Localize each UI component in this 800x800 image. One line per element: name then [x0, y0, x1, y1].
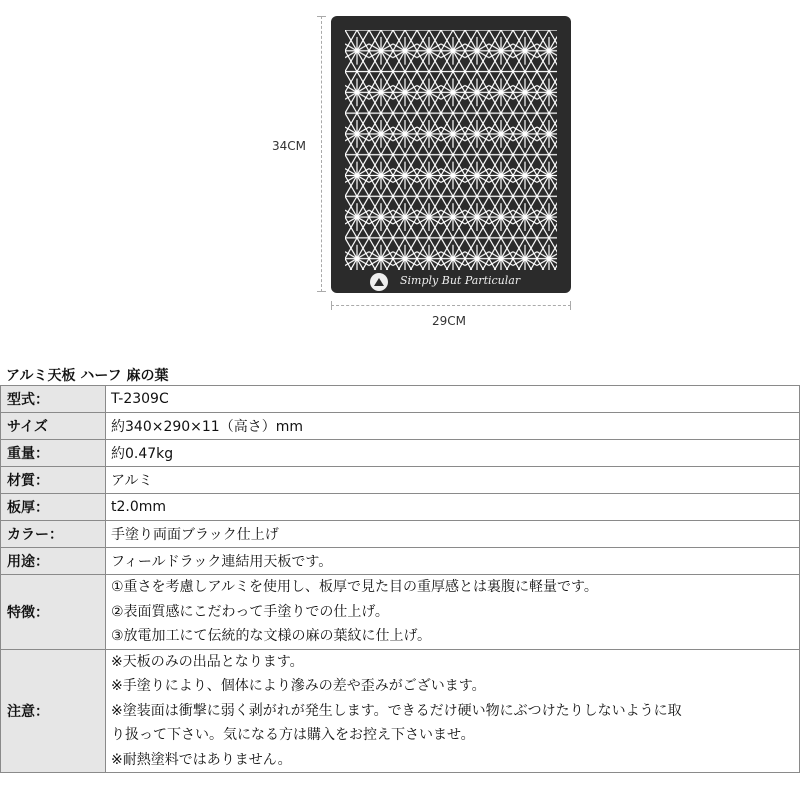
spec-value [106, 649, 800, 773]
spec-value-line: 手塗り両面ブラック仕上げ [111, 527, 279, 543]
spec-value-line: り扱って下さい。気になる方は購入をお控え下さいませ。 [111, 727, 475, 743]
product-image [0, 0, 800, 350]
spec-value [106, 548, 800, 575]
width-label: 29CM [432, 314, 467, 328]
spec-row [1, 467, 800, 494]
spec-title: アルミ天板 ハーフ 麻の葉 [6, 368, 169, 384]
spec-row [1, 413, 800, 440]
spec-value [106, 413, 800, 440]
spec-value-line: ②表面質感にこだわって手塗りでの仕上げ。 [111, 603, 389, 620]
spec-label: カラー： [1, 521, 106, 548]
spec-value-line: フィールドラック連結用天板です。 [111, 554, 333, 570]
spec-value-line: ※天板のみの出品となります。 [111, 653, 304, 670]
spec-table [0, 385, 800, 773]
spec-value [106, 467, 800, 494]
spec-value-line: ※塗装面は衝撃に弱く剥がれが発生します。できるだけ硬い物にぶつけたりしないように取 [111, 702, 682, 719]
spec-value [106, 440, 800, 467]
spec-row [1, 649, 800, 773]
brand-logo-icon [370, 273, 388, 291]
width-dimension-line [331, 305, 571, 307]
spec-value-line: ※耐熱塗料ではありません。 [111, 751, 292, 768]
height-dimension-line [321, 16, 323, 292]
spec-row [1, 440, 800, 467]
spec-value-line: 約0.47kg [111, 446, 174, 462]
spec-label: 板厚： [1, 494, 106, 521]
spec-value [106, 494, 800, 521]
spec-value-line: ①重さを考慮しアルミを使用し、板厚で見た目の重厚感とは裏腹に軽量です。 [111, 579, 598, 595]
spec-value-line: ③放電加工にて伝統的な文様の麻の葉紋に仕上げ。 [111, 628, 431, 644]
spec-label: 材質： [1, 467, 106, 494]
spec-row [1, 494, 800, 521]
spec-row [1, 548, 800, 575]
spec-value-line: T-2309C [111, 391, 169, 407]
spec-label: サイズ [1, 413, 106, 440]
spec-value-line: アルミ [111, 473, 153, 489]
spec-label: 特徴： [1, 575, 106, 650]
spec-row [1, 521, 800, 548]
spec-value [106, 386, 800, 413]
spec-label: 注意： [1, 649, 106, 773]
height-label: 34CM [272, 139, 307, 153]
spec-value-line: 約340×290×11（高さ）mm [111, 419, 303, 435]
spec-value-line: ※手塗りにより、個体により滲みの差や歪みがございます。 [111, 678, 486, 694]
asanoha-pattern [345, 30, 557, 270]
brand-text: Simply But Particular [400, 274, 521, 287]
spec-row [1, 386, 800, 413]
spec-value-line: t2.0mm [111, 499, 167, 515]
brand-mark [370, 273, 560, 291]
spec-value [106, 521, 800, 548]
spec-row [1, 575, 800, 650]
spec-label: 用途： [1, 548, 106, 575]
spec-label: 重量： [1, 440, 106, 467]
spec-value [106, 575, 800, 650]
spec-label: 型式： [1, 386, 106, 413]
